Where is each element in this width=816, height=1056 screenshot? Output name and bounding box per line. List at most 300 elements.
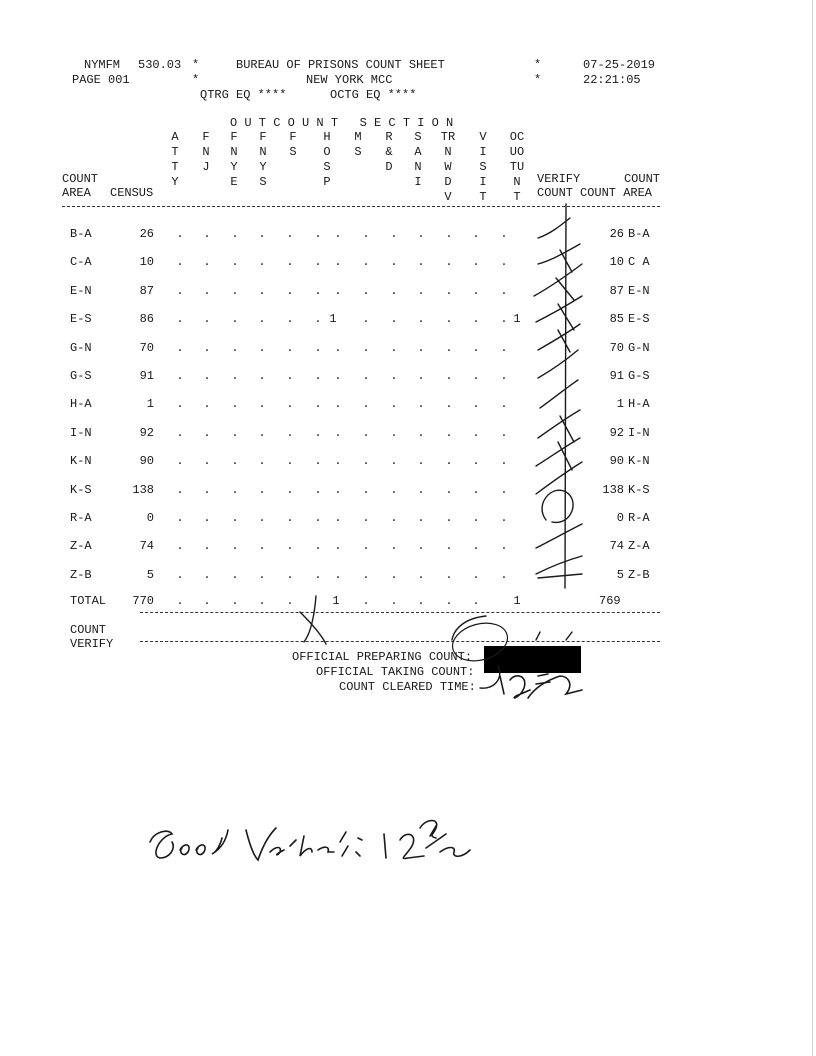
empty-cell-dot: . [258, 454, 266, 469]
count-area-cell: B-A [70, 227, 92, 241]
empty-cell-dot: . [203, 255, 211, 270]
empty-cell-dot: . [286, 397, 294, 412]
outcount-column-header-letter: D [385, 160, 393, 174]
empty-cell-dot: . [286, 227, 294, 241]
empty-cell-dot: . [445, 312, 453, 327]
census-cell: 10 [139, 255, 154, 270]
empty-cell-dot: . [362, 227, 370, 241]
outcount-column-header-letter: T [171, 145, 179, 159]
count-area-right-cell: G-S [628, 369, 650, 383]
total-outcount: 1 [513, 594, 521, 608]
count-cell: 26 [609, 227, 624, 241]
empty-cell-dot: . [231, 369, 239, 383]
empty-cell-dot: . [334, 340, 342, 355]
empty-cell-dot: . [258, 227, 266, 241]
count-cell: 91 [609, 369, 624, 383]
empty-cell-dot: . [258, 340, 266, 355]
empty-cell-dot: . [472, 397, 480, 412]
empty-cell-dot: . [203, 539, 211, 554]
empty-cell-dot: . [334, 255, 342, 270]
empty-cell-dot: . [286, 255, 294, 270]
report-code: 530.03 [138, 58, 182, 72]
empty-cell-dot: . [472, 312, 480, 327]
empty-cell-dot: . [334, 283, 342, 298]
census-cell: 0 [146, 511, 154, 525]
empty-cell-dot: . [231, 567, 239, 582]
empty-cell-dot: . [417, 454, 425, 469]
outcount-column-header-letter: F [202, 130, 210, 144]
empty-cell-dot: . [390, 255, 398, 270]
page-label: PAGE 001 [72, 73, 130, 87]
empty-cell-dot: . [334, 482, 342, 497]
census-cell: 138 [132, 482, 154, 497]
empty-cell-dot: . [258, 539, 266, 554]
header-star: * [534, 73, 542, 87]
empty-cell-dot: . [176, 567, 184, 582]
empty-cell-dot: . [362, 567, 370, 582]
count-cell: 10 [609, 255, 624, 270]
empty-cell-dot: . [362, 255, 370, 270]
empty-cell-dot: . [445, 227, 453, 241]
empty-cell-dot: . [176, 255, 184, 270]
empty-cell-dot: . [258, 369, 266, 383]
outcount-column-header-letter: & [385, 145, 393, 159]
empty-cell-dot: . [445, 425, 453, 440]
empty-cell-dot: . [231, 594, 239, 608]
empty-cell-dot: . [390, 454, 398, 469]
count-cell: 0 [616, 511, 624, 525]
empty-cell-dot: . [286, 283, 294, 298]
count-area-cell: K-S [70, 482, 92, 497]
census-cell: 74 [139, 539, 154, 554]
outcount-column-header-letter: N [513, 175, 521, 189]
empty-cell-dot: . [258, 397, 266, 412]
outcount-section-title: O U T C O U N T S E C T I O N [230, 116, 454, 130]
outcount-column-header-letter: T [171, 160, 179, 174]
outcount-column-header-letter: R [385, 130, 393, 144]
empty-cell-dot: . [258, 594, 266, 608]
outcount-column-header-letter: N [202, 145, 210, 159]
empty-cell-dot: . [390, 482, 398, 497]
empty-cell-dot: . [176, 482, 184, 497]
empty-cell-dot: . [445, 255, 453, 270]
empty-cell-dot: . [362, 594, 370, 608]
empty-cell-dot: . [231, 454, 239, 469]
empty-cell-dot: . [500, 283, 508, 298]
empty-cell-dot: . [472, 255, 480, 270]
empty-cell-dot: . [334, 369, 342, 383]
count-cell: 138 [602, 482, 624, 497]
count-area-right-cell: B-A [628, 227, 650, 241]
empty-cell-dot: . [500, 255, 508, 270]
empty-cell-dot: . [417, 511, 425, 525]
empty-cell-dot: . [500, 227, 508, 241]
empty-cell-dot: . [417, 425, 425, 440]
empty-cell-dot: . [231, 340, 239, 355]
outcount-column-header-letter: S [414, 130, 422, 144]
report-time: 22:21:05 [583, 73, 641, 87]
empty-cell-dot: . [500, 369, 508, 383]
empty-cell-dot: . [390, 340, 398, 355]
empty-cell-dot: . [286, 369, 294, 383]
empty-cell-dot: . [176, 511, 184, 525]
outcount-column-header-letter: T [513, 190, 521, 204]
count-area-right-cell: E-S [628, 312, 650, 327]
count-area-cell: Z-B [70, 567, 92, 582]
census-cell: 70 [139, 340, 154, 355]
empty-cell-dot: . [314, 397, 322, 412]
count-area-cell: R-A [70, 511, 92, 525]
empty-cell-dot: . [500, 340, 508, 355]
empty-cell-dot: . [286, 312, 294, 327]
count-area-right-cell: Z-A [628, 539, 650, 554]
empty-cell-dot: . [445, 397, 453, 412]
empty-cell-dot: . [314, 312, 322, 327]
empty-cell-dot: . [203, 312, 211, 327]
census-header: CENSUS [110, 186, 154, 200]
empty-cell-dot: . [176, 594, 184, 608]
hosp-outcount-cell: 1 [329, 312, 337, 327]
empty-cell-dot: . [362, 283, 370, 298]
empty-cell-dot: . [362, 397, 370, 412]
outcount-column-header-letter: P [323, 175, 331, 189]
count-verify-label: COUNT [70, 623, 107, 637]
empty-cell-dot: . [417, 567, 425, 582]
count-area-right-cell: E-N [628, 283, 650, 298]
empty-cell-dot: . [314, 369, 322, 383]
empty-cell-dot: . [390, 227, 398, 241]
count-area-cell: G-S [70, 369, 92, 383]
count-area-right-cell: H-A [628, 397, 650, 412]
verify-count-header: COUNT [537, 186, 574, 200]
empty-cell-dot: . [472, 594, 480, 608]
empty-cell-dot: . [286, 511, 294, 525]
empty-cell-dot: . [286, 594, 294, 608]
empty-cell-dot: . [417, 312, 425, 327]
empty-cell-dot: . [445, 567, 453, 582]
empty-cell-dot: . [231, 227, 239, 241]
census-cell: 5 [146, 567, 154, 582]
header-star: * [534, 58, 542, 72]
outcount-column-header-letter: T [479, 190, 487, 204]
outcount-column-header-letter: F [230, 130, 238, 144]
empty-cell-dot: . [472, 482, 480, 497]
empty-cell-dot: . [258, 425, 266, 440]
empty-cell-dot: . [362, 369, 370, 383]
empty-cell-dot: . [362, 539, 370, 554]
empty-cell-dot: . [286, 567, 294, 582]
count-cell: 85 [609, 312, 624, 327]
empty-cell-dot: . [176, 539, 184, 554]
outcount-column-header-letter: M [354, 130, 362, 144]
empty-cell-dot: . [203, 511, 211, 525]
empty-cell-dot: . [390, 539, 398, 554]
count-cell: 87 [609, 283, 624, 298]
empty-cell-dot: . [314, 567, 322, 582]
empty-cell-dot: . [445, 283, 453, 298]
census-cell: 86 [139, 312, 154, 327]
empty-cell-dot: . [286, 482, 294, 497]
empty-cell-dot: . [314, 283, 322, 298]
empty-cell-dot: . [390, 594, 398, 608]
empty-cell-dot: . [334, 511, 342, 525]
empty-cell-dot: . [286, 425, 294, 440]
outcount-column-header-letter: N [414, 160, 422, 174]
empty-cell-dot: . [314, 454, 322, 469]
system-id: NYMFM [84, 58, 121, 72]
empty-cell-dot: . [500, 567, 508, 582]
empty-cell-dot: . [203, 567, 211, 582]
count-area-cell: G-N [70, 340, 92, 355]
empty-cell-dot: . [314, 511, 322, 525]
empty-cell-dot: . [445, 594, 453, 608]
empty-cell-dot: . [258, 482, 266, 497]
empty-cell-dot: . [472, 567, 480, 582]
outcount-column-header-letter: OC [509, 130, 525, 144]
empty-cell-dot: . [500, 511, 508, 525]
outcount-column-header-letter: Y [259, 160, 267, 174]
empty-cell-dot: . [500, 482, 508, 497]
verify-header: VERIFY [537, 172, 581, 186]
empty-cell-dot: . [472, 539, 480, 554]
empty-cell-dot: . [362, 312, 370, 327]
count-area-header: AREA [62, 186, 91, 200]
count-area-right-cell: K-N [628, 454, 650, 469]
empty-cell-dot: . [314, 539, 322, 554]
empty-cell-dot: . [390, 425, 398, 440]
total-count: 769 [599, 594, 621, 608]
octg-equal: OCTG EQ **** [330, 88, 417, 102]
census-cell: 87 [139, 283, 154, 298]
outcount-column-header-letter: A [171, 130, 179, 144]
empty-cell-dot: . [231, 255, 239, 270]
outcount-column-header-letter: I [479, 145, 487, 159]
count-area-header-right: COUNT AREA [580, 186, 653, 200]
empty-cell-dot: . [472, 369, 480, 383]
empty-cell-dot: . [472, 340, 480, 355]
empty-cell-dot: . [472, 227, 480, 241]
empty-cell-dot: . [472, 283, 480, 298]
empty-cell-dot: . [258, 511, 266, 525]
count-area-right-cell: C A [628, 255, 650, 270]
census-cell: 91 [139, 369, 154, 383]
empty-cell-dot: . [176, 283, 184, 298]
empty-cell-dot: . [445, 340, 453, 355]
empty-cell-dot: . [314, 340, 322, 355]
count-cleared-label: COUNT CLEARED TIME: [339, 680, 476, 694]
empty-cell-dot: . [176, 340, 184, 355]
empty-cell-dot: . [258, 567, 266, 582]
outcount-column-header-letter: A [414, 145, 422, 159]
empty-cell-dot: . [445, 539, 453, 554]
count-cell: 74 [609, 539, 624, 554]
empty-cell-dot: . [314, 482, 322, 497]
count-area-cell: H-A [70, 397, 92, 412]
total-hosp: 1 [332, 594, 340, 608]
empty-cell-dot: . [417, 283, 425, 298]
empty-cell-dot: . [500, 312, 508, 327]
outcount-column-header-letter: V [444, 190, 452, 204]
empty-cell-dot: . [231, 425, 239, 440]
outcount-column-header-letter: N [230, 145, 238, 159]
empty-cell-dot: . [231, 312, 239, 327]
count-header-right: COUNT [623, 172, 660, 186]
empty-cell-dot: . [500, 397, 508, 412]
empty-cell-dot: . [231, 482, 239, 497]
empty-cell-dot: . [203, 482, 211, 497]
empty-cell-dot: . [334, 567, 342, 582]
count-area-right-cell: I-N [628, 425, 650, 440]
empty-cell-dot: . [176, 227, 184, 241]
census-cell: 92 [139, 425, 154, 440]
empty-cell-dot: . [500, 454, 508, 469]
empty-cell-dot: . [472, 425, 480, 440]
count-area-right-cell: K-S [628, 482, 650, 497]
empty-cell-dot: . [286, 539, 294, 554]
empty-cell-dot: . [334, 397, 342, 412]
empty-cell-dot: . [362, 340, 370, 355]
empty-cell-dot: . [445, 454, 453, 469]
institution-name: NEW YORK MCC [306, 73, 393, 87]
empty-cell-dot: . [258, 283, 266, 298]
empty-cell-dot: . [176, 397, 184, 412]
empty-cell-dot: . [417, 397, 425, 412]
empty-cell-dot: . [472, 511, 480, 525]
count-area-cell: C-A [70, 255, 92, 270]
count-area-cell: K-N [70, 454, 92, 469]
empty-cell-dot: . [176, 454, 184, 469]
outcount-column-header-letter: N [444, 145, 452, 159]
outcount-column-header-letter: D [444, 175, 452, 189]
empty-cell-dot: . [203, 283, 211, 298]
empty-cell-dot: . [203, 454, 211, 469]
header-star: * [192, 58, 200, 72]
empty-cell-dot: . [417, 255, 425, 270]
report-title: BUREAU OF PRISONS COUNT SHEET [236, 58, 445, 72]
empty-cell-dot: . [231, 539, 239, 554]
empty-cell-dot: . [203, 340, 211, 355]
census-cell: 26 [139, 227, 154, 241]
empty-cell-dot: . [390, 312, 398, 327]
count-area-header: COUNT [62, 172, 99, 186]
empty-cell-dot: . [286, 340, 294, 355]
count-cell: 92 [609, 425, 624, 440]
empty-cell-dot: . [390, 369, 398, 383]
empty-cell-dot: . [258, 255, 266, 270]
empty-cell-dot: . [390, 283, 398, 298]
count-area-cell: E-S [70, 312, 92, 327]
count-area-right-cell: G-N [628, 340, 650, 355]
outcount-column-header-letter: S [259, 175, 267, 189]
outcount-column-header-letter: I [479, 175, 487, 189]
total-label: TOTAL [70, 594, 107, 608]
empty-cell-dot: . [362, 511, 370, 525]
empty-cell-dot: . [334, 454, 342, 469]
outcount-column-header-letter: UO [509, 145, 525, 159]
count-area-cell: I-N [70, 425, 92, 440]
empty-cell-dot: . [334, 227, 342, 241]
outcount-column-header-letter: F [259, 130, 267, 144]
count-area-right-cell: Z-B [628, 567, 650, 582]
report-date: 07-25-2019 [583, 58, 656, 72]
empty-cell-dot: . [445, 511, 453, 525]
empty-cell-dot: . [314, 227, 322, 241]
empty-cell-dot: . [362, 454, 370, 469]
empty-cell-dot: . [500, 425, 508, 440]
empty-cell-dot: . [417, 369, 425, 383]
total-census: 770 [132, 594, 154, 608]
empty-cell-dot: . [314, 255, 322, 270]
census-cell: 90 [139, 454, 154, 469]
outcount-column-header-letter: Y [230, 160, 238, 174]
empty-cell-dot: . [314, 425, 322, 440]
outcount-column-header-letter: TU [509, 160, 525, 174]
census-cell: 1 [146, 397, 154, 412]
official-taking-label: OFFICIAL TAKING COUNT: [316, 665, 475, 679]
outcount-column-header-letter: S [479, 160, 487, 174]
empty-cell-dot: . [445, 482, 453, 497]
count-verify-label: VERIFY [70, 637, 114, 651]
empty-cell-dot: . [203, 594, 211, 608]
count-cell: 70 [609, 340, 624, 355]
outcount-column-header-letter: J [202, 160, 210, 174]
outcount-column-header-letter: S [354, 145, 362, 159]
empty-cell-dot: . [334, 539, 342, 554]
total-outcount-cell: 1 [513, 312, 521, 327]
empty-cell-dot: . [362, 482, 370, 497]
empty-cell-dot: . [286, 454, 294, 469]
count-area-cell: E-N [70, 283, 92, 298]
outcount-column-header-letter: O [323, 145, 331, 159]
empty-cell-dot: . [445, 369, 453, 383]
count-area-right-cell: R-A [628, 511, 650, 525]
count-cell: 90 [609, 454, 624, 469]
empty-cell-dot: . [203, 369, 211, 383]
empty-cell-dot: . [334, 425, 342, 440]
outcount-column-header-letter: E [230, 175, 238, 189]
outcount-column-header-letter: TR [440, 130, 456, 144]
empty-cell-dot: . [417, 340, 425, 355]
empty-cell-dot: . [231, 397, 239, 412]
outcount-column-header-letter: I [414, 175, 422, 189]
outcount-column-header-letter: F [289, 130, 297, 144]
empty-cell-dot: . [362, 425, 370, 440]
empty-cell-dot: . [176, 425, 184, 440]
empty-cell-dot: . [417, 594, 425, 608]
outcount-column-header-letter: S [289, 145, 297, 159]
empty-cell-dot: . [417, 227, 425, 241]
empty-cell-dot: . [258, 312, 266, 327]
empty-cell-dot: . [203, 227, 211, 241]
outcount-column-header-letter: W [444, 160, 452, 174]
outcount-column-header-letter: H [323, 130, 331, 144]
empty-cell-dot: . [231, 511, 239, 525]
qtrg-equal: QTRG EQ **** [200, 88, 287, 102]
empty-cell-dot: . [417, 539, 425, 554]
empty-cell-dot: . [390, 397, 398, 412]
outcount-column-header-letter: V [479, 130, 487, 144]
count-cell: 5 [616, 567, 624, 582]
empty-cell-dot: . [176, 369, 184, 383]
count-cell: 1 [616, 397, 624, 412]
empty-cell-dot: . [231, 283, 239, 298]
empty-cell-dot: . [500, 539, 508, 554]
empty-cell-dot: . [390, 567, 398, 582]
header-star: * [192, 73, 200, 87]
outcount-column-header-letter: Y [171, 175, 179, 189]
empty-cell-dot: . [417, 482, 425, 497]
count-area-cell: Z-A [70, 539, 92, 554]
